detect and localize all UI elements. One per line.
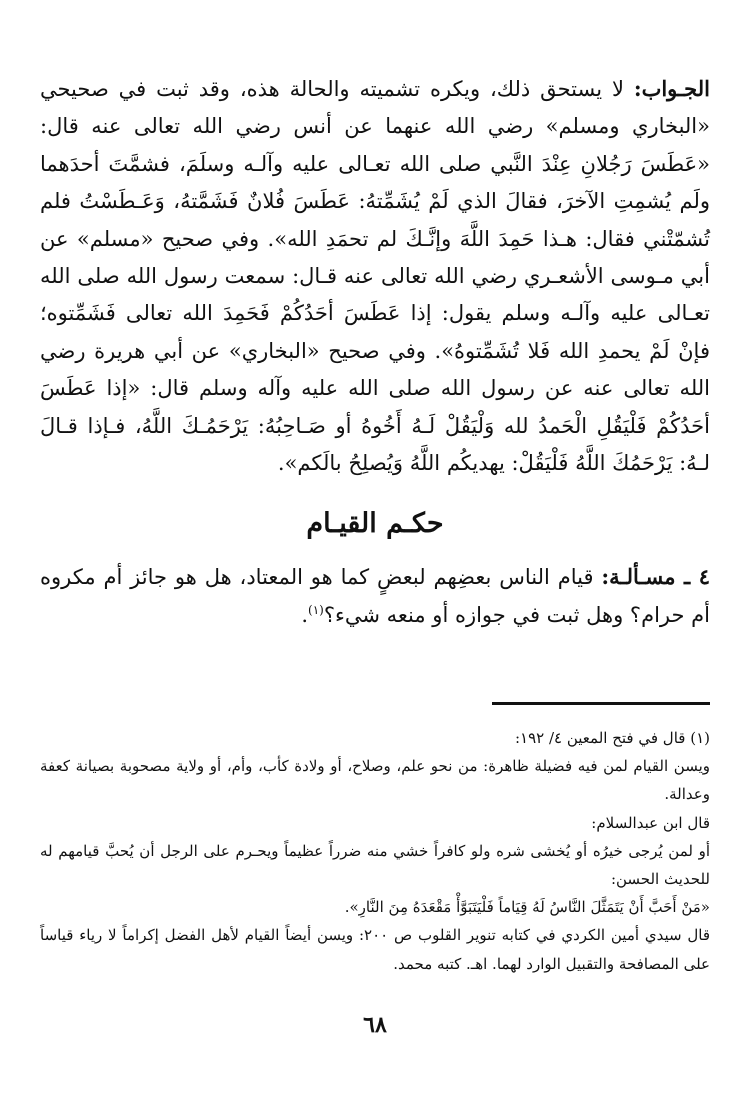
answer-text: لا يستحق ذلك، ويكره تشميته والحالة هذه، وقد ثبت في صحيحي «البخاري ومسلم» رضي الله عنهما عن أنس رضي الله تعالى عنه قال: «عَطَسَ رَجُلانِ عِنْدَ النَّبي صلى الله تعـالى عليه وآلـه وسلَمَ، فشمَّتَ أحدَهما ولَم يُشمِتِ الآخرَ، فقالَ الذي لَمْ يُشَمِّتهُ: عَطَسَ فُلانٌ فَشَمَّتهُ، وَعَـطَسْتُ فلم تُشمّتْني فقال: هـذا حَمِدَ اللَّهَ وإنَّـكَ لم تحمَدِ الله». وفي صحيح «مسلم» عن أبي مـوسى الأشعـري رضي الله تعالى عنه قـال: سمعت رسول الله صلى الله تعـالى عليه وآلـه وسلم يقول: إذا عَطَسَ أحَدُكُمْ فَحَمِدَ الله تعالى فَشَمِّتوه؛ فإنْ لَمْ يحمدِ الله فَلا تُشَمِّتوهُ». وفي صحيح «البخاري» عن أبي هريرة رضي الله تعالى عنه عن رسول الله صلى الله عليه وآله وسلم قال: «إذا عَطَسَ أحَدُكُمْ فَلْيَقُلِ الْحَمدُ لله وَلْيَقُلْ لَـهُ أَخُوهُ أو صَـاحِبُهُ: يَرْحَمُـكَ اللَّهُ، فـإذا قـالَ لـهُ: يَرْحَمُكَ اللَّهُ فَلْيَقُلْ: يهديكُم اللَّهُ وَيُصلِحُ بالَكم».	[40, 77, 710, 476]
question-paragraph	[40, 558, 710, 634]
section-title: حكـم القيـام	[306, 508, 444, 540]
footnote-divider	[492, 702, 710, 705]
footnote-line: ويسن القيام لمن فيه فضيلة ظاهرة: من نحو علم، وصلاح، أو ولادة كأب، وأم، أو ولاية مصحوبة بصيانة كعفة وعدالة.	[40, 757, 710, 804]
page-number: ٦٨	[363, 1012, 387, 1038]
footnote-reference[interactable]: (١)	[308, 602, 324, 617]
footnote-line: قال سيدي أمين الكردي في كتابه تنوير القلوب ص ٢٠٠: ويسن أيضاً القيام لأهل الفضل إكراماً لا رياء قياساً على المصافحة والتقبيل الوارد لهما. اهـ. كتبه محمد.	[40, 926, 710, 973]
question-end: .	[301, 602, 309, 627]
answer-label: الجـواب:	[633, 76, 710, 101]
answer-paragraph	[40, 70, 710, 482]
question-label: ٤ ـ مسـألـة:	[601, 564, 710, 590]
question-text: قيام الناس بعضِهم لبعضٍ كما هو المعتاد، هل هو جائز أم مكروه أم حرام؟ وهل ثبت في جوازه أو منعه شيء؟	[40, 565, 710, 627]
footnotes	[40, 724, 710, 978]
footnote-line: قال ابن عبدالسلام:	[591, 813, 710, 832]
footnote-1-heading: (١) قال في فتح المعين ٤/ ١٩٢:	[514, 729, 710, 747]
footnote-hadith: «مَنْ أَحَبَّ أَنْ يَتَمَثَّلَ النَّاسُ لَهُ قِيَاماً فَلْيَتَبَوَّأْ مَقْعَدَهُ مِنَ النَّارِ».	[344, 898, 710, 917]
footnote-line: أو لمن يُرجى خيرُه أو يُخشى شره ولو كافراً خشي منه ضرراً عظيماً ويحـرم على الرجل أن يُحبَّ قيامهم له للحديث الحسن:	[40, 841, 710, 889]
book-page	[40, 70, 710, 1112]
